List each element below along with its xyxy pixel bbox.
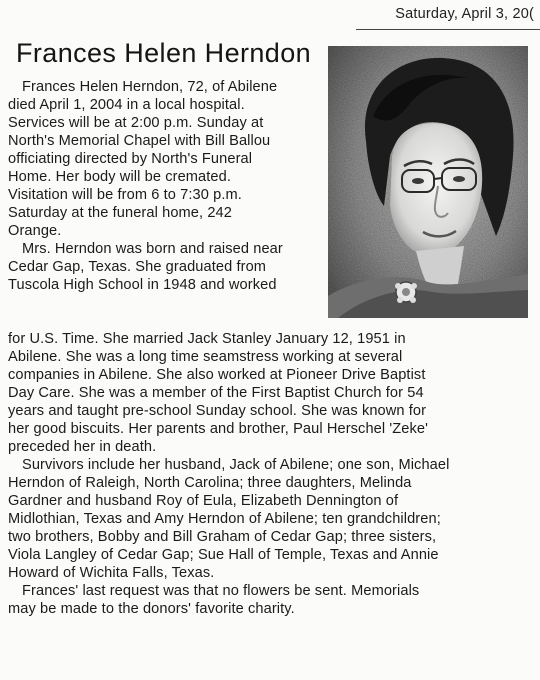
obituary-body-narrow — [8, 78, 283, 294]
body-line: Howard of Wichita Falls, Texas. — [8, 565, 215, 581]
body-line: officiating directed by North's Funeral — [8, 151, 253, 167]
obituary-body-wide — [8, 330, 449, 618]
body-line: years and taught pre-school Sunday school. She was known for — [8, 403, 427, 419]
body-line: Gardner and husband Roy of Eula, Elizabeth Dennington of — [8, 493, 399, 509]
body-line: two brothers, Bobby and Bill Graham of Cedar Gap; three sisters, — [8, 529, 437, 545]
body-line: Visitation will be from 6 to 7:30 p.m. — [8, 187, 242, 203]
body-line: Viola Langley of Cedar Gap; Sue Hall of Temple, Texas and Annie — [8, 547, 439, 563]
portrait-photo — [328, 46, 528, 318]
body-line: Midlothian, Texas and Amy Herndon of Abilene; ten grandchildren; — [8, 511, 441, 527]
body-line: Mrs. Herndon was born and raised near — [22, 241, 283, 257]
dateline: Saturday, April 3, 20( — [395, 6, 534, 22]
body-line: Abilene. She was a long time seamstress working at several — [8, 349, 403, 365]
body-line: preceded her in death. — [8, 439, 157, 455]
header-rule — [356, 29, 540, 30]
body-line: Home. Her body will be cremated. — [8, 169, 232, 185]
body-line: Saturday at the funeral home, 242 — [8, 205, 232, 221]
body-line: Survivors include her husband, Jack of Abilene; one son, Michael — [22, 457, 450, 473]
body-line: Services will be at 2:00 p.m. Sunday at — [8, 115, 264, 131]
body-line: Frances' last request was that no flowers be sent. Memorials — [22, 583, 420, 599]
body-line: Frances Helen Herndon, 72, of Abilene — [22, 79, 278, 95]
body-line: companies in Abilene. She also worked at Pioneer Drive Baptist — [8, 367, 426, 383]
body-line: Tuscola High School in 1948 and worked — [8, 277, 277, 293]
body-line: died April 1, 2004 in a local hospital. — [8, 97, 245, 113]
body-line: for U.S. Time. She married Jack Stanley January 12, 1951 in — [8, 331, 406, 347]
body-line: her good biscuits. Her parents and brother, Paul Herschel 'Zeke' — [8, 421, 429, 437]
body-line: Herndon of Raleigh, North Carolina; three daughters, Melinda — [8, 475, 412, 491]
body-line: Cedar Gap, Texas. She graduated from — [8, 259, 267, 275]
body-line: may be made to the donors' favorite charity. — [8, 601, 295, 617]
body-line: North's Memorial Chapel with Bill Ballou — [8, 133, 271, 149]
body-line: Day Care. She was a member of the First Baptist Church for 54 — [8, 385, 424, 401]
obituary-headline: Frances Helen Herndon — [16, 38, 312, 68]
body-line: Orange. — [8, 223, 62, 239]
